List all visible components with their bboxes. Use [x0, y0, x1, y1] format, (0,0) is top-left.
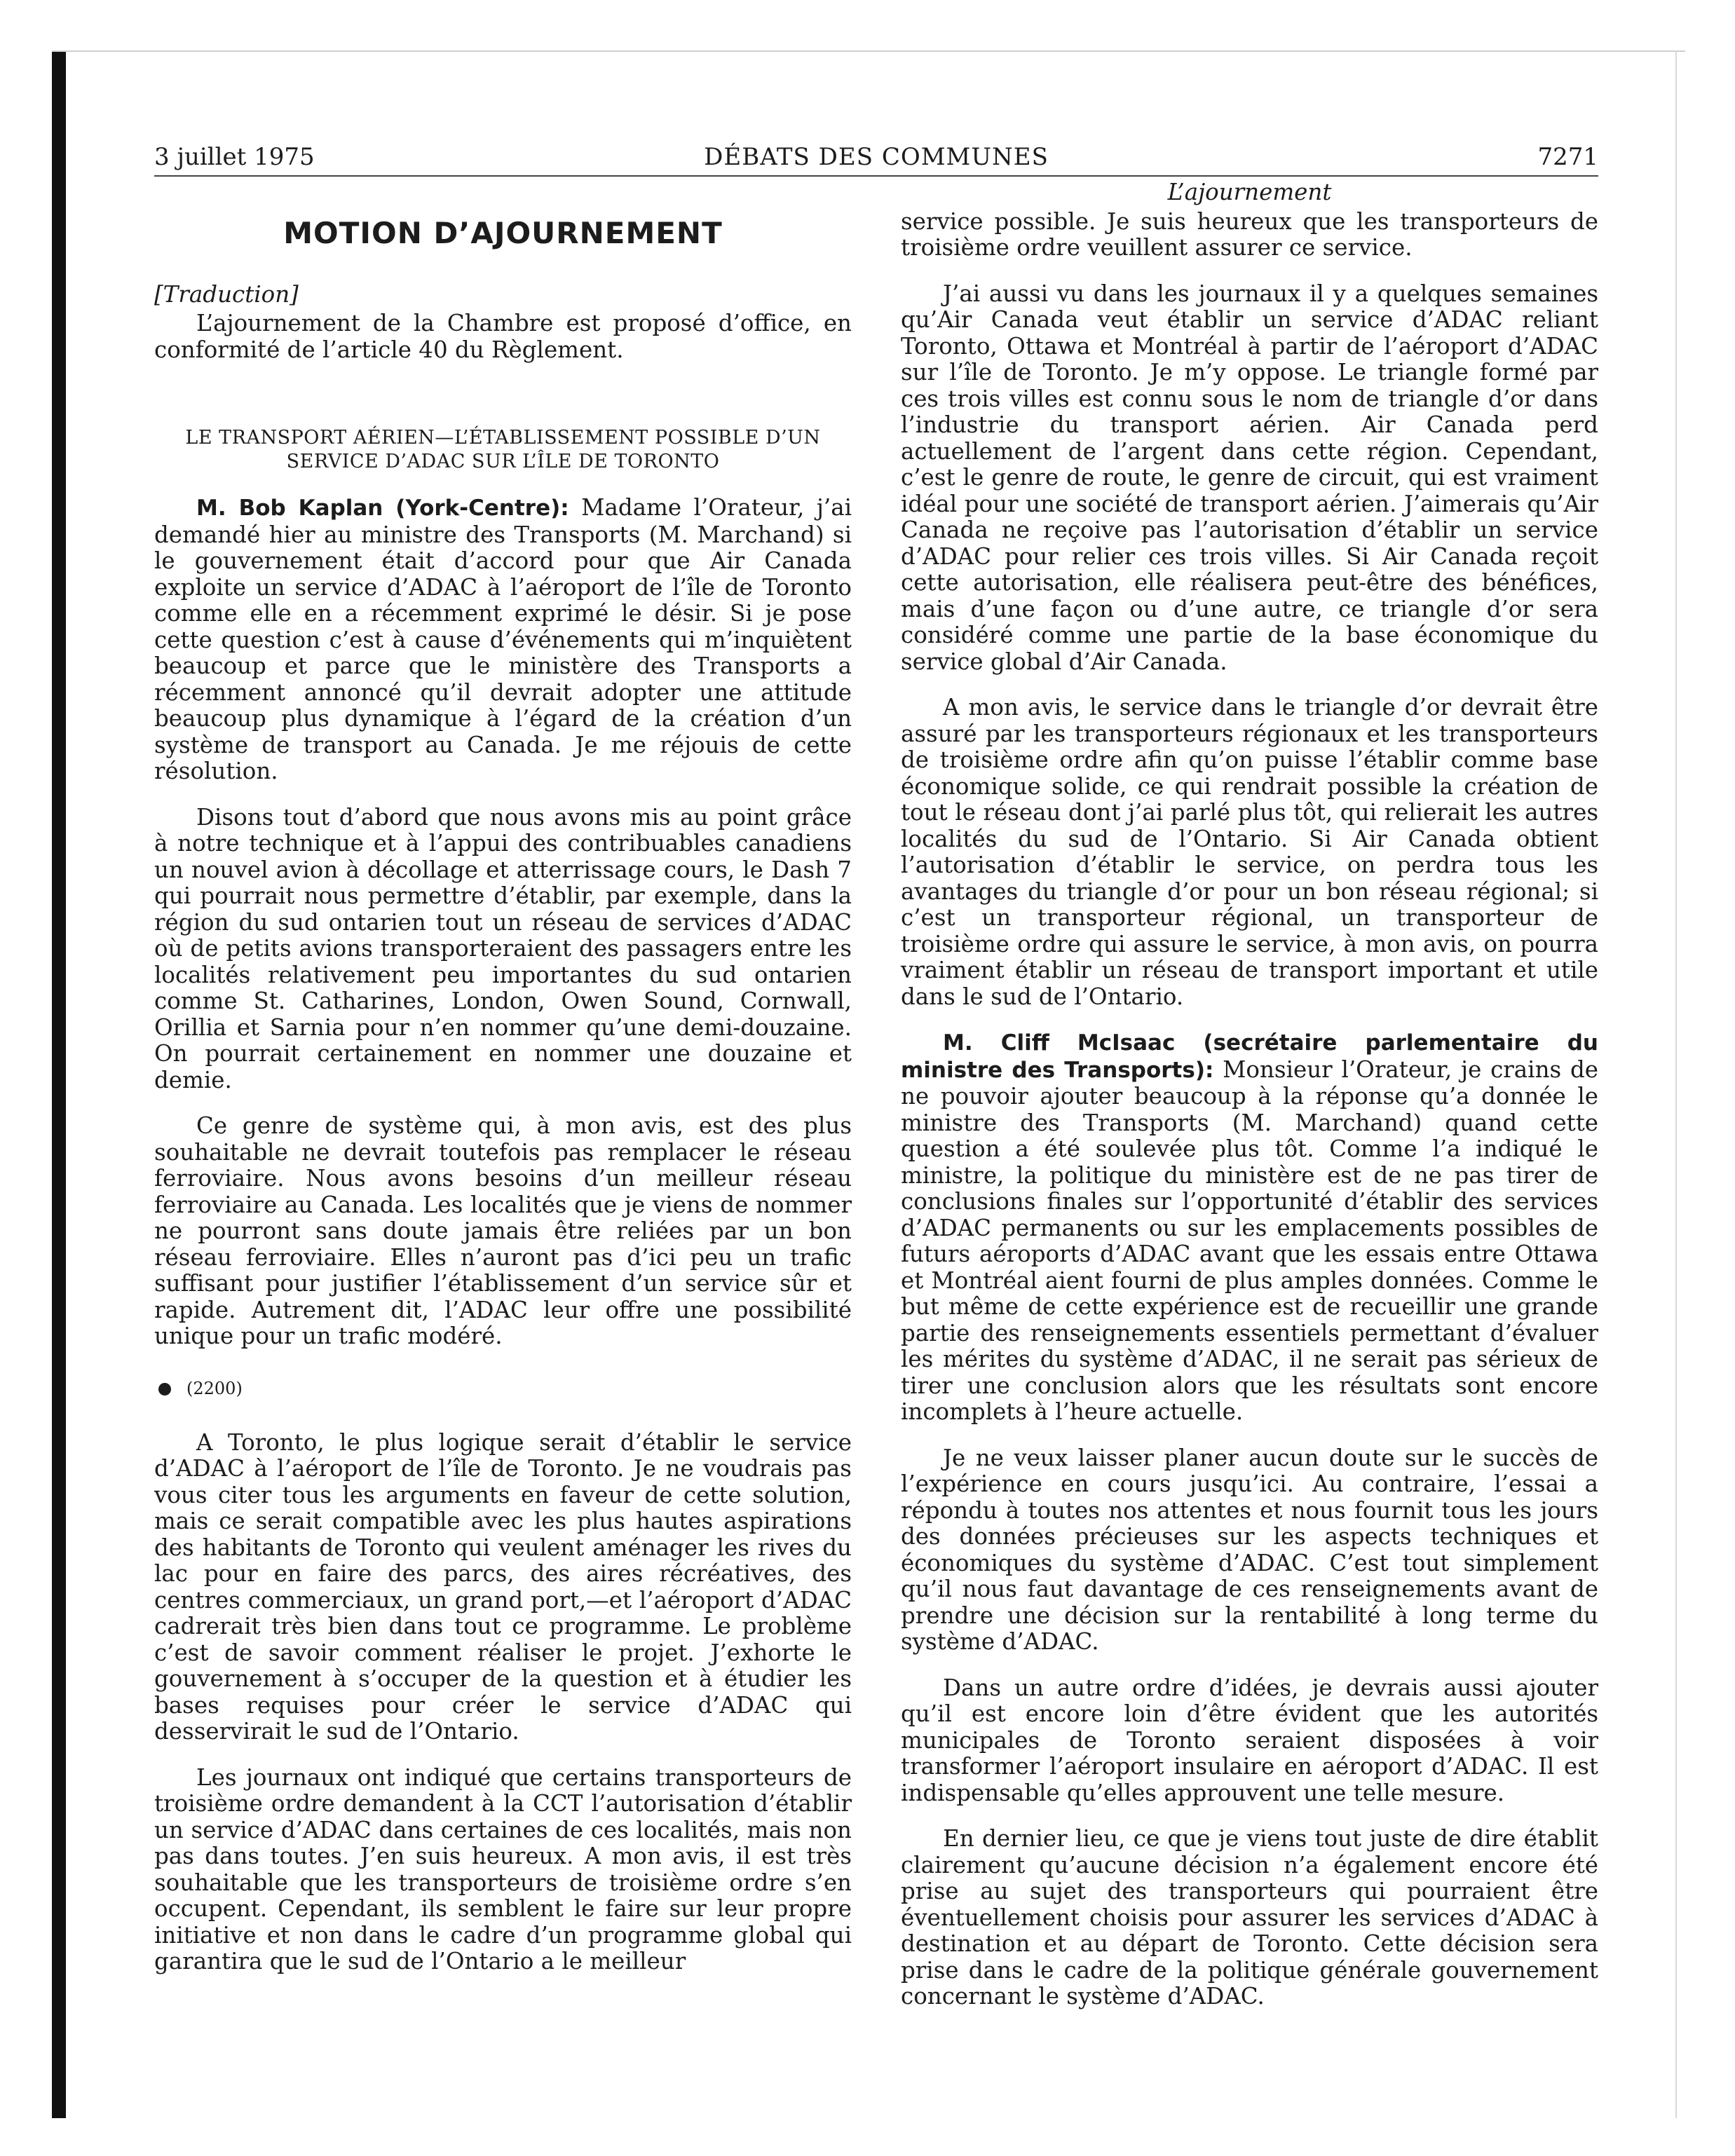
- speaker-name: M. Bob Kaplan (York-Centre):: [196, 496, 569, 521]
- paragraph: Les journaux ont indiqué que certains transporteurs de troisième ordre demandent à la CCT l’autorisation d’établir un service d’ADAC dans certaines de ces localités, mais non pas dans toutes. J’en suis heureux. A mon avis, il est très souhaitable que les transporteurs de troisième ordre s’en occupent. Cependant, ils semblent le faire sur leur propre initiative et non dans le cadre d’un programme global qui garantira que le sud de l’Ontario a le meilleur: [154, 1763, 852, 1974]
- paragraph: A mon avis, le service dans le triangle d’or devrait être assuré par les transporteurs régionaux et les transporteurs de troisième ordre afin qu’on puisse l’établir comme base économique solide, ce qui rendrait possible la création de tout le réseau dont j’ai parlé plus tôt, qui relierait les autres localités du sud de l’Ontario. Si Air Canada obtient l’autorisation d’établir le service, on perdra tous les avantages du triangle d’or pour un bon réseau régional; si c’est un transporteur régional, un transporteur de troisième ordre qui assure le service, à mon avis, on pourra vraiment établir un réseau de transport important et utile dans le sud de l’Ontario.: [901, 694, 1598, 1010]
- running-header: [154, 126, 1598, 177]
- paragraph: Dans un autre ordre d’idées, je devrais aussi ajouter qu’il est encore loin d’être évident que les autorités municipales de Toronto seraient disposées à voir transformer l’aéroport insulaire en aéroport d’ADAC. Il est indispensable qu’elles approuvent une telle mesure.: [901, 1674, 1598, 1806]
- intro-paragraph: L’ajournement de la Chambre est proposé d’office, en conformité de l’article 40 du Règlement.: [154, 310, 852, 363]
- paragraph: service possible. Je suis heureux que les transporteurs de troisième ordre veuillent assurer ce service.: [901, 207, 1598, 261]
- paragraph: J’ai aussi vu dans les journaux il y a quelques semaines qu’Air Canada veut établir un service d’ADAC reliant Toronto, Ottawa et Montréal à partir de l’aéroport d’ADAC sur l’île de Toronto. Je m’y oppose. Le triangle formé par ces trois villes est connu sous le nom de triangle d’or dans l’industrie du transport aérien. Air Canada perd actuellement de l’argent dans cette région. Cependant, c’est le genre de route, le genre de circuit, qui est vraiment idéal pour une société de transport aérien. J’aimerais qu’Air Canada ne reçoive pas l’autorisation d’établir un service d’ADAC pour relier ces trois villes. Si Air Canada reçoit cette autorisation, elle réalisera peut-être des bénéfices, mais d’une façon ou d’une autre, ce triangle d’or sera considéré comme une partie de la base économique du service global d’Air Canada.: [901, 280, 1598, 675]
- debate-subheading: LE TRANSPORT AÉRIEN—L’ÉTABLISSEMENT POSSIBLE D’UN SERVICE D’ADAC SUR L’ÎLE DE TORONTO: [185, 427, 821, 472]
- time-marker-text: (2200): [186, 1378, 243, 1398]
- scan-border-left: [52, 50, 66, 2118]
- document-page: [154, 126, 1598, 2010]
- paragraph: Je ne veux laisser planer aucun doute sur le succès de l’expérience en cours jusqu’ici. Au contraire, l’essai a répondu à toutes nos attentes et nous fournit tous les jours des données précieuses sur les aspects techniques et économiques du système d’ADAC. C’est tout simplement qu’il nous faut davantage de ces renseignements avant de prendre une décision sur la rentabilité à long terme du système d’ADAC.: [901, 1444, 1598, 1655]
- header-title: DÉBATS DES COMMUNES: [704, 143, 1049, 171]
- section-title: MOTION D’AJOURNEMENT: [283, 216, 723, 250]
- paragraph: [901, 1030, 1598, 1426]
- scan-border-top: [52, 50, 1685, 52]
- time-marker: [158, 1378, 852, 1399]
- speaker-name: M. Cliff McIsaac (secrétaire parlementaire du ministre des Transports):: [901, 1030, 1598, 1083]
- paragraph: En dernier lieu, ce que je viens tout juste de dire établit clairement qu’aucune décision n’a également encore été prise au sujet des transporteurs qui pourraient être éventuellement choisis pour assurer les services d’ADAC à destination et au départ de Toronto. Cette décision sera prise dans le cadre de la politique générale gouvernement concernant le système d’ADAC.: [901, 1825, 1598, 2010]
- right-column: [901, 179, 1598, 2030]
- paragraph: Ce genre de système qui, à mon avis, est des plus souhaitable ne devrait toutefois pas remplacer le réseau ferroviaire. Nous avons besoins d’un meilleur réseau ferroviaire au Canada. Les localités que je viens de nommer ne pourront sans doute jamais être reliées par un bon réseau ferroviaire. Elles n’auront pas d’ici peu un trafic suffisant pour justifier l’établissement d’un service sûr et rapide. Autrement dit, l’ADAC leur offre une possibilité unique pour un trafic modéré.: [154, 1112, 852, 1349]
- header-page-number: 7271: [1537, 143, 1598, 171]
- paragraph: A Toronto, le plus logique serait d’établir le service d’ADAC à l’aéroport de l’île de Toronto. Je ne voudrais pas vous citer tous les arguments en faveur de cette solution, mais ce serait compatible avec les plus hautes aspirations des habitants de Toronto qui veulent aménager les rives du lac pour en faire des parcs, des aires récréatives, des centres commerciaux, un grand port,—et l’aéroport d’ADAC cadrerait très bien dans tout ce programme. Le problème c’est de savoir comment réaliser le projet. J’exhorte le gouvernement à s’occuper de la question et à étudier les bases requises pour créer le service d’ADAC qui desservirait le sud de l’Ontario.: [154, 1428, 852, 1745]
- translation-tag: [Traduction]: [154, 280, 299, 308]
- left-column: [154, 179, 852, 1995]
- paragraph: Disons tout d’abord que nous avons mis au point grâce à notre technique et à l’appui des contribuables canadiens un nouvel avion à décollage et atterrissage cours, le Dash 7 qui pourrait nous permettre d’établir, par exemple, dans la région du sud ontarien tout un réseau de services d’ADAC où de petits avions transporteraient des passagers entre les localités relativement peu importantes du sud ontarien comme St. Catharines, London, Owen Sound, Cornwall, Orillia et Sarnia pour n’en nommer qu’une demi-douzaine. On pourrait certainement en nommer une douzaine et demie.: [154, 803, 852, 1093]
- paragraph-text: Monsieur l’Orateur, je crains de ne pouvoir ajouter beaucoup à la réponse qu’a donnée le ministre des Transports (M. Marchand) quand cette question a été soulevée plus tôt. Comme l’a indiqué le ministre, la politique du ministère est de ne pas tirer de conclusions finales sur l’opportunité d’établir des services d’ADAC permanents ou sur les emplacements possibles de futurs aéroports d’ADAC avant que les essais entre Ottawa et Montréal aient fourni de plus amples données. Comme le but même de cette expérience est de recueillir une grande partie des renseignements essentiels permettant d’évaluer les mérites du système d’ADAC, il ne serait pas sérieux de tirer une conclusion alors que les résultats sont encore incomplets à l’heure actuelle.: [901, 1056, 1598, 1425]
- continued-heading: L’ajournement: [1167, 179, 1332, 205]
- paragraph-text: Madame l’Orateur, j’ai demandé hier au ministre des Transports (M. Marchand) si le gouvernement était d’accord pour que Air Canada exploite un service d’ADAC à l’aéroport de l’île de Toronto comme elle en a récemment exprimé le désir. Si je pose cette question c’est à cause d’événements qui m’inquiètent beaucoup et parce que le ministère des Transports a récemment annoncé qu’il devrait adopter une attitude beaucoup plus dynamique à l’égard de la création d’un système de transport au Canada. Je me réjouis de cette résolution.: [154, 494, 852, 784]
- paragraph: [154, 495, 852, 785]
- bullet-icon: [158, 1383, 171, 1396]
- header-date: 3 juillet 1975: [154, 143, 315, 171]
- scan-border-right: [1675, 50, 1677, 2118]
